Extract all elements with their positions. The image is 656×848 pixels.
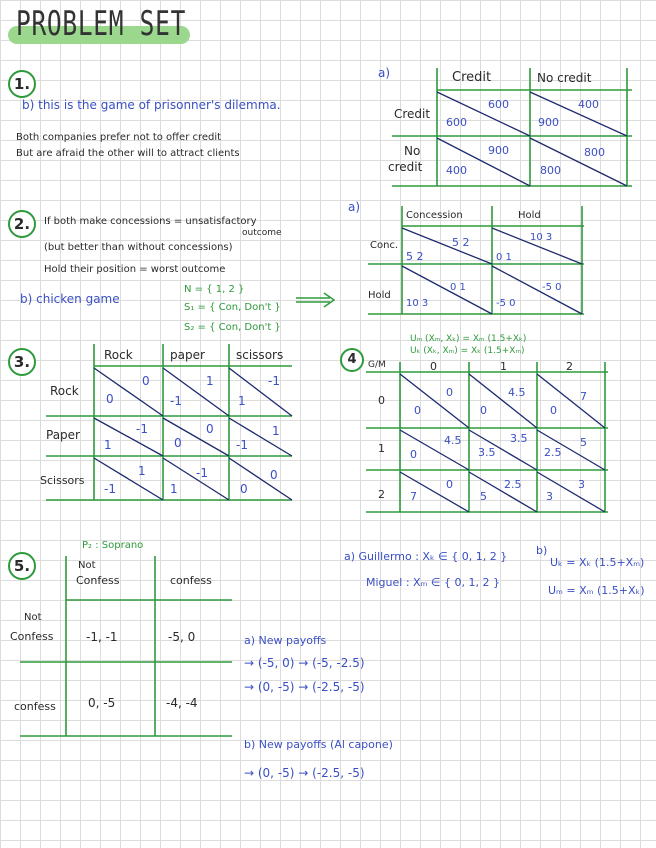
p5-cell-cn: 0, -5 — [88, 696, 116, 710]
page-title: PROBLEM SET — [16, 4, 187, 44]
p4-cell-11-top: 3.5 — [510, 432, 528, 445]
p2-players-set: N = { 1, 2 } — [184, 284, 245, 295]
p1-cell-cc-bottom: 600 — [446, 116, 467, 129]
p2-strategy-s1: S₁ = { Con, Don't } — [184, 302, 281, 313]
p3-cell-ss-bottom: 0 — [240, 482, 248, 496]
p4-row-label-1: 1 — [378, 442, 385, 455]
p3-cell-sp-top: -1 — [196, 466, 208, 480]
p5-col-header-not: Not — [78, 560, 96, 571]
p4-utility-m: Uₘ (Xₘ, Xₖ) = Xₘ (1.5+Xₖ) — [410, 334, 527, 344]
p2-cell-hc-bottom: 10 3 — [406, 298, 429, 309]
p3-cell-sr-bottom: -1 — [104, 482, 116, 496]
p4-col-header-0: 0 — [430, 360, 437, 373]
p1-cell-cn-bottom: 900 — [538, 116, 559, 129]
p2-line-2: (but better than without concessions) — [44, 242, 233, 253]
p1-cell-cn-top: 400 — [578, 98, 599, 111]
p3-cell-pp-top: 0 — [206, 422, 214, 436]
p5-cell-nn: -1, -1 — [86, 630, 118, 644]
p4-answer-a-miguel: Miguel : Xₘ ∈ { 0, 1, 2 } — [366, 576, 500, 589]
p4-utility-g: Uₖ (Xₖ, Xₘ) = Xₖ (1.5+Xₘ) — [410, 346, 525, 356]
p2-cell-hh-top: -5 0 — [542, 282, 562, 293]
p3-col-header-scissors: scissors — [236, 348, 284, 362]
p1-row-label-no: No — [404, 144, 421, 158]
p4-cell-00-top: 0 — [446, 386, 453, 399]
p1-row-label-credit-2: credit — [388, 160, 423, 174]
p4-cell-20-bottom: 7 — [410, 490, 417, 503]
p4-cell-01-bottom: 0 — [480, 404, 487, 417]
p4-cell-12-top: 5 — [580, 436, 587, 449]
p3-row-label-rock: Rock — [50, 384, 79, 398]
p2-cell-cc-bottom: 5 2 — [406, 250, 424, 263]
p4-col-header-1: 1 — [500, 360, 507, 373]
p3-row-label-scissors: Scissors — [40, 474, 85, 487]
p3-cell-rp-bottom: -1 — [170, 394, 182, 408]
p5-col-header-confess-2: confess — [170, 574, 212, 587]
p1-cell-nn-bottom: 800 — [540, 164, 561, 177]
p3-cell-ps-top: 1 — [272, 424, 280, 438]
p4-row-label-2: 2 — [378, 488, 385, 501]
p1-cell-nn-top: 800 — [584, 146, 605, 159]
p5-cell-nc: -5, 0 — [168, 630, 196, 644]
p2-line-3: Hold their position = worst outcome — [44, 264, 226, 275]
p4-cell-22-bottom: 3 — [546, 490, 553, 503]
problem-5-number: 5. — [8, 552, 36, 580]
p3-cell-pp-bottom: 0 — [174, 436, 182, 450]
p4-cell-02-bottom: 0 — [550, 404, 557, 417]
p4-col-header-2: 2 — [566, 360, 573, 373]
p3-cell-pr-bottom: 1 — [104, 438, 112, 452]
p2-row-label-conc: Conc. — [370, 240, 399, 251]
p1-col-header-no-credit: No credit — [537, 71, 592, 85]
p4-cell-12-bottom: 2.5 — [544, 446, 562, 459]
p3-cell-rs-top: -1 — [268, 374, 280, 388]
p3-col-header-paper: paper — [170, 348, 205, 362]
p4-cell-20-top: 0 — [446, 478, 453, 491]
p2-col-header-concession: Concession — [406, 210, 463, 221]
p2-cell-ch-bottom: 0 1 — [496, 252, 512, 263]
p3-cell-rr-top: 0 — [142, 374, 150, 388]
p5-answer-b-line-1: → (0, -5) → (-2.5, -5) — [244, 766, 365, 780]
p5-col-header-confess-1: Confess — [76, 574, 120, 587]
p3-col-header-rock: Rock — [104, 348, 133, 362]
p3-cell-rs-bottom: 1 — [238, 394, 246, 408]
p5-answer-a-title: a) New payoffs — [244, 634, 327, 647]
p1-note-line-2: But are afraid the other will to attract clients — [16, 148, 240, 159]
p4-cell-22-top: 3 — [578, 478, 585, 491]
p1-cell-nc-top: 900 — [488, 144, 509, 157]
problem-1-number: 1. — [8, 70, 36, 98]
p5-row-label-confess-2: confess — [14, 700, 56, 713]
p2-col-header-hold: Hold — [518, 210, 541, 221]
p2-part-a-label: a) — [348, 200, 361, 214]
p5-answer-b-title: b) New payoffs (Al capone) — [244, 738, 393, 751]
p1-note-line-1: Both companies prefer not to offer credit — [16, 132, 222, 143]
p5-player-2-label: P₂ : Soprano — [82, 540, 144, 551]
p2-cell-hh-bottom: -5 0 — [496, 298, 516, 309]
p4-cell-00-bottom: 0 — [414, 404, 421, 417]
p4-answer-b-ug: Uₖ = Xₖ (1.5+Xₘ) — [550, 556, 645, 569]
p4-cell-10-bottom: 0 — [410, 448, 417, 461]
p2-cell-ch-top: 10 3 — [530, 232, 553, 243]
p4-answer-b-label: b) — [536, 544, 548, 557]
p5-cell-cc: -4, -4 — [166, 696, 198, 710]
p5-row-label-confess-1: Confess — [10, 630, 54, 643]
p4-answer-a-guillermo: a) Guillermo : Xₖ ∈ { 0, 1, 2 } — [344, 550, 508, 563]
p5-answer-a-line-1: → (-5, 0) → (-5, -2.5) — [244, 656, 365, 670]
p3-cell-ss-top: 0 — [270, 468, 278, 482]
p4-cell-21-top: 2.5 — [504, 478, 522, 491]
p3-cell-ps-bottom: -1 — [236, 438, 248, 452]
p3-cell-rr-bottom: 0 — [106, 392, 114, 406]
p2-cell-hc-top: 0 1 — [450, 282, 466, 293]
p4-cell-11-bottom: 3.5 — [478, 446, 496, 459]
p3-cell-rp-top: 1 — [206, 374, 214, 388]
p4-corner-label: G/M — [368, 360, 386, 370]
p2-row-label-hold: Hold — [368, 290, 391, 301]
p3-cell-pr-top: -1 — [136, 422, 148, 436]
p4-cell-10-top: 4.5 — [444, 434, 462, 447]
problem-2-number: 2. — [8, 210, 36, 238]
p5-row-label-not: Not — [24, 612, 42, 623]
p4-cell-02-top: 7 — [580, 390, 587, 403]
p4-cell-21-bottom: 5 — [480, 490, 487, 503]
p1-answer-b: b) this is the game of prisonner's dilemma. — [22, 98, 281, 112]
p1-part-a-label: a) — [378, 66, 391, 80]
p1-cell-cc-top: 600 — [488, 98, 509, 111]
problem-4-number: 4 — [340, 348, 364, 372]
p2-answer-b: b) chicken game — [20, 292, 120, 306]
p4-answer-b-um: Uₘ = Xₘ (1.5+Xₖ) — [548, 584, 645, 597]
p3-row-label-paper: Paper — [46, 428, 80, 442]
p2-line-1: If both make concessions = unsatisfactory — [44, 216, 257, 227]
p2-strategy-s2: S₂ = { Con, Don't } — [184, 322, 281, 333]
p3-cell-sp-bottom: 1 — [170, 482, 178, 496]
p4-cell-01-top: 4.5 — [508, 386, 526, 399]
p4-row-label-0: 0 — [378, 394, 385, 407]
problem-3-number: 3. — [8, 348, 36, 376]
p1-cell-nc-bottom: 400 — [446, 164, 467, 177]
p1-row-label-credit: Credit — [394, 107, 431, 121]
p2-line-1b: outcome — [242, 228, 282, 238]
p2-cell-cc-top: 5 2 — [452, 236, 470, 249]
p3-cell-sr-top: 1 — [138, 464, 146, 478]
p5-answer-a-line-2: → (0, -5) → (-2.5, -5) — [244, 680, 365, 694]
p1-col-header-credit: Credit — [452, 70, 492, 85]
